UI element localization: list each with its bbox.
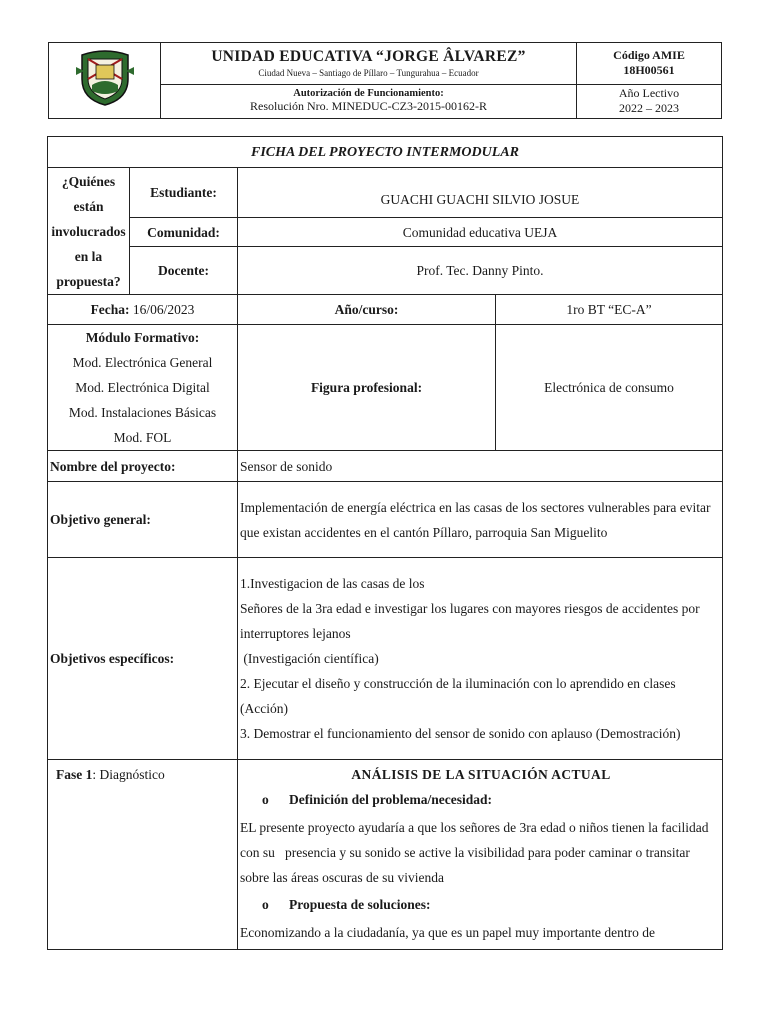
- resolution-number: Resolución Nro. MINEDUC-CZ3-2015-00162-R: [250, 99, 487, 114]
- date-cell: [48, 295, 238, 325]
- general-objective-value: Implementación de energía eléctrica en las casas de los sectores vulnerables para evitar que existan accidentes en el cantón Píllaro, parroquia San Miguelito: [238, 482, 723, 558]
- bullet-circle-icon: o: [262, 897, 269, 912]
- specific-objective-line: 2. Ejecutar el diseño y construcción de la iluminación con lo aprendido en clases (Acción): [240, 676, 676, 716]
- school-crest-icon: [74, 49, 136, 107]
- school-year-value: 2022 – 2023: [619, 101, 679, 116]
- solutions-heading-item: [240, 892, 722, 917]
- specific-objectives-value: [238, 558, 723, 760]
- school-year-cell: [577, 84, 722, 118]
- institution-name: UNIDAD EDUCATIVA “JORGE ÂLVAREZ”: [211, 48, 526, 66]
- amie-label: Código AMIE: [613, 48, 685, 63]
- solutions-heading: Propuesta de soluciones:: [289, 897, 431, 912]
- project-name-value: Sensor de sonido: [238, 451, 723, 482]
- teacher-value: Prof. Tec. Danny Pinto.: [238, 247, 723, 295]
- date-value: 16/06/2023: [129, 302, 195, 317]
- course-value: 1ro BT “EC-A”: [496, 295, 723, 325]
- authorization-cell: [161, 84, 577, 118]
- analysis-cell: [238, 760, 723, 950]
- project-form: [47, 136, 723, 950]
- involved-label: ¿Quiénes están involucrados en la propuesta?: [48, 168, 130, 295]
- module-item: Mod. Electrónica General: [72, 355, 213, 370]
- amie-code: 18H00561: [623, 63, 675, 78]
- profile-value: Electrónica de consumo: [496, 325, 723, 451]
- specific-objective-line: 3. Demostrar el funcionamiento del sensor de sonido con aplauso (Demostración): [240, 726, 681, 741]
- institution-cell: [161, 43, 577, 85]
- module-item: Mod. Electrónica Digital: [75, 380, 210, 395]
- institution-location: Ciudad Nueva – Santiago de Píllaro – Tungurahua – Ecuador: [258, 68, 479, 79]
- phase-cell: [48, 760, 238, 950]
- amie-cell: [577, 43, 722, 85]
- student-value: GUACHI GUACHI SILVIO JOSUE: [238, 168, 723, 218]
- school-year-label: Año Lectivo: [618, 86, 680, 101]
- community-value: Comunidad educativa UEJA: [238, 218, 723, 247]
- course-label: Año/curso:: [238, 295, 496, 325]
- analysis-title: ANÁLISIS DE LA SITUACIÓN ACTUAL: [351, 767, 611, 782]
- authorization-title: Autorización de Funcionamiento:: [293, 88, 444, 100]
- profile-label: Figura profesional:: [238, 325, 496, 451]
- specific-objectives-label: Objetivos específicos:: [48, 558, 238, 760]
- student-label: Estudiante:: [130, 168, 238, 218]
- form-title: FICHA DEL PROYECTO INTERMODULAR: [48, 137, 723, 168]
- modules-label: Módulo Formativo:: [85, 330, 200, 345]
- module-item: Mod. Instalaciones Básicas: [68, 405, 217, 420]
- school-logo-cell: [49, 43, 161, 119]
- specific-objective-line: 1.Investigacion de las casas de los: [240, 576, 425, 591]
- solutions-text: Economizando a la ciudadanía, ya que es un papel muy importante dentro de: [240, 925, 655, 940]
- general-objective-label: Objetivo general:: [48, 482, 238, 558]
- specific-objective-line: Señores de la 3ra edad e investigar los lugares con mayores riesgos de accidentes por interruptores lejanos: [240, 601, 700, 641]
- institution-header: [48, 42, 722, 119]
- phase-label: Fase 1: [56, 767, 93, 782]
- problem-text: EL presente proyecto ayudaría a que los señores de 3ra edad o niños tienen la facilidad con su presencia y su sonido se active la visibilidad para poder caminar o transitar sobre las áreas oscuras de su vivienda: [240, 820, 712, 885]
- modules-cell: [48, 325, 238, 451]
- teacher-label: Docente:: [130, 247, 238, 295]
- date-label: Fecha:: [90, 302, 130, 317]
- problem-heading-item: [240, 787, 722, 812]
- module-item: Mod. FOL: [113, 430, 172, 445]
- bullet-circle-icon: o: [262, 792, 269, 807]
- community-label: Comunidad:: [130, 218, 238, 247]
- phase-name: : Diagnóstico: [92, 767, 165, 782]
- project-name-label: Nombre del proyecto:: [48, 451, 238, 482]
- problem-heading: Definición del problema/necesidad:: [289, 792, 493, 807]
- specific-objective-line: (Investigación científica): [240, 651, 379, 666]
